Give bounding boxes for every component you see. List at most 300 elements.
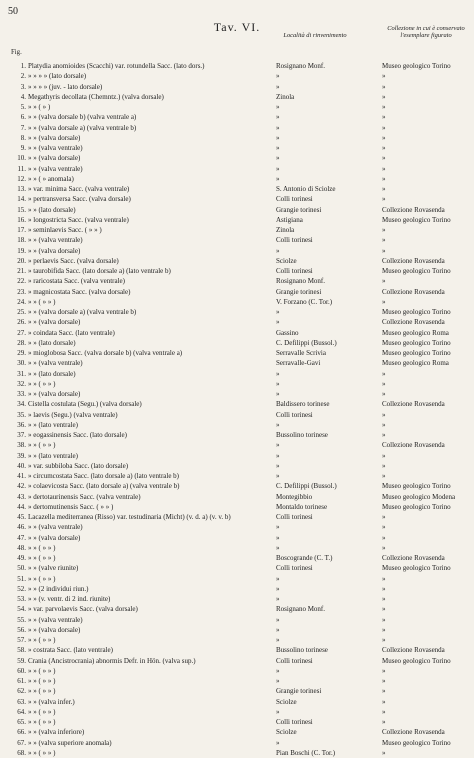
figure-number: 21. — [17, 267, 26, 275]
table-row — [0, 635, 474, 645]
locality-cell: » — [276, 369, 280, 378]
figure-number: 28. — [17, 338, 26, 347]
collection-cell: » — [382, 72, 386, 81]
figure-number: 55. — [17, 615, 26, 624]
locality-cell: » — [276, 533, 280, 542]
specimen-description: » » ( » » ) — [28, 554, 56, 562]
collection-cell: » — [382, 154, 386, 163]
specimen-description: » var. parvolaevis Sacc. (valva dorsale) — [28, 605, 138, 614]
locality-cell: » — [276, 441, 280, 450]
locality-cell: Colli torinesi — [276, 195, 313, 204]
table-row — [0, 225, 474, 235]
locality-cell: » — [276, 451, 280, 460]
specimen-description: » » (lato dorsale) — [28, 205, 76, 214]
specimen-description: » » (valva dorsale) — [28, 246, 81, 255]
table-row — [0, 522, 474, 532]
figure-number: 58. — [17, 646, 26, 655]
figure-number: 4. — [20, 92, 26, 101]
collection-cell: Museo geologico Torino — [382, 308, 451, 316]
figure-number: 67. — [17, 738, 26, 747]
collection-cell: » — [382, 697, 386, 706]
specimen-description: » circumcostata Sacc. (lato dorsale a) (lato ventrale b) — [28, 472, 180, 480]
specimen-description: » » ( » ) — [28, 103, 51, 111]
collection-cell: Collezione Rovasenda — [382, 554, 445, 562]
table-row — [0, 697, 474, 707]
specimen-description: » » ( » » ) — [28, 379, 56, 388]
locality-cell: S. Antonio di Sciolze — [276, 185, 336, 193]
collection-cell: Museo geologico Torino — [382, 502, 451, 511]
table-row — [0, 358, 474, 368]
specimen-description: » » ( » » ) — [28, 707, 56, 716]
table-row — [0, 174, 474, 184]
figure-number: 7. — [20, 123, 26, 132]
locality-cell: » — [276, 543, 280, 552]
specimen-description: » colaevicosta Sacc. (lato dorsale a) (valva ventrale b) — [28, 482, 180, 491]
specimen-description: » » (lato ventrale) — [28, 420, 78, 429]
figure-number: 20. — [17, 256, 26, 265]
collection-cell: Museo geologico Torino — [382, 338, 451, 347]
collection-cell: Collezione Rovasenda — [382, 646, 445, 655]
collection-cell: » — [382, 636, 386, 644]
collection-cell: Museo geologico Torino — [382, 215, 451, 224]
specimen-description: » eogassinensis Sacc. (lato dorsale) — [28, 431, 127, 439]
locality-cell: Colli torinesi — [276, 513, 313, 521]
table-row — [0, 307, 474, 317]
locality-cell: C. Defilippi (Bussol.) — [276, 482, 337, 491]
specimen-description: » » (lato dorsale) — [28, 338, 76, 347]
table-row — [0, 717, 474, 727]
table-row — [0, 481, 474, 491]
locality-cell: Baldissero torinese — [276, 400, 330, 409]
figure-number: 31. — [17, 369, 26, 378]
figure-number: 42. — [17, 482, 26, 491]
figure-number: 23. — [17, 287, 26, 296]
locality-cell: » — [276, 318, 280, 327]
figure-number: 62. — [17, 687, 26, 696]
locality-cell: » — [276, 523, 280, 532]
specimen-description: » coindata Sacc. (lato ventrale) — [28, 328, 115, 337]
figure-number: 47. — [17, 533, 26, 542]
collection-cell: » — [382, 533, 386, 542]
specimen-description: » » ( » » ) — [28, 297, 56, 306]
figure-number: 2. — [20, 72, 26, 81]
specimen-description: » » » » (juv. - lato dorsale) — [28, 82, 103, 91]
table-row — [0, 543, 474, 553]
specimen-description: » » (2 individui riun.) — [28, 584, 89, 593]
collection-cell: » — [382, 82, 386, 91]
figure-number: 49. — [17, 554, 26, 562]
figure-number: 63. — [17, 697, 26, 706]
figure-number: 32. — [17, 379, 26, 388]
specimen-description: » » (valva dorsale) — [28, 133, 81, 142]
table-row — [0, 707, 474, 717]
locality-cell: » — [276, 707, 280, 716]
figure-number: 29. — [17, 349, 26, 357]
locality-cell: Bussolino torinese — [276, 431, 328, 439]
specimen-description: » seminlaevis Sacc. ( » » ) — [28, 226, 102, 234]
collection-cell: » — [382, 144, 386, 152]
table-row — [0, 604, 474, 614]
specimen-description: » » (valva ventrale) — [28, 523, 83, 532]
figure-number: 22. — [17, 277, 26, 286]
figure-number: 15. — [17, 205, 26, 214]
specimen-description: » » ( » » ) — [28, 543, 56, 552]
table-row — [0, 410, 474, 420]
table-row — [0, 112, 474, 122]
specimen-description: » pertransversa Sacc. (valva dorsale) — [28, 195, 131, 204]
locality-column-heading: Località di rinvenimento — [283, 32, 347, 39]
locality-cell: » — [276, 584, 280, 593]
collection-cell: Museo geologico Roma — [382, 359, 449, 368]
table-row — [0, 297, 474, 307]
table-row — [0, 205, 474, 215]
figure-number: 16. — [17, 215, 26, 224]
specimen-description: » var. minima Sacc. (valva ventrale) — [28, 185, 130, 193]
collection-cell: » — [382, 369, 386, 378]
table-row — [0, 748, 474, 758]
collection-cell: Collezione Rovasenda — [382, 287, 445, 296]
collection-cell: » — [382, 379, 386, 388]
table-row — [0, 686, 474, 696]
table-row — [0, 164, 474, 174]
specimen-description: » perlaevis Sacc. (valva dorsale) — [28, 256, 119, 265]
locality-cell: Grangie torinesi — [276, 287, 322, 296]
collection-cell: Collezione Rovasenda — [382, 441, 445, 450]
specimen-description: » mioglobosa Sacc. (valva dorsale b) (valva ventrale a) — [28, 349, 183, 357]
locality-cell: Colli torinesi — [276, 718, 313, 726]
table-row — [0, 563, 474, 573]
specimen-description: » » ( » » ) — [28, 718, 56, 726]
figure-number: 10. — [17, 154, 26, 163]
collection-cell: » — [382, 461, 386, 470]
locality-cell: » — [276, 308, 280, 316]
locality-cell: » — [276, 420, 280, 429]
collection-cell: » — [382, 605, 386, 614]
table-row — [0, 471, 474, 481]
specimen-description: » » (valva dorsale a) (valva ventrale b) — [28, 123, 137, 132]
specimen-description: » » (valva dorsale) — [28, 390, 81, 398]
specimen-description: » » ( » » ) — [28, 636, 56, 644]
collection-cell: Museo geologico Torino — [382, 62, 451, 70]
collection-cell: » — [382, 92, 386, 101]
table-row — [0, 594, 474, 604]
collection-cell: » — [382, 246, 386, 255]
specimen-description: » laevis (Segu.) (valva ventrale) — [28, 410, 118, 419]
locality-cell: Grangie torinesi — [276, 687, 322, 696]
specimen-description: » » ( » » ) — [28, 748, 56, 757]
specimen-description: » » (valva superiore anomala) — [28, 738, 112, 747]
collection-cell: » — [382, 185, 386, 193]
specimen-description: » » (valva ventrale) — [28, 236, 83, 245]
specimen-description: » » (valva inferiore) — [28, 728, 85, 737]
specimen-description: » » ( » » ) — [28, 441, 56, 450]
figure-number: 37. — [17, 431, 26, 439]
figure-number: 48. — [17, 543, 26, 552]
plate-title: Tav. VI. — [213, 20, 261, 34]
figure-number: 61. — [17, 677, 26, 685]
collection-cell: » — [382, 113, 386, 122]
table-row — [0, 676, 474, 686]
specimen-description: Cistella costulata (Segu.) (valva dorsale) — [28, 400, 142, 409]
figure-number: 64. — [17, 707, 26, 716]
table-row — [0, 625, 474, 635]
collection-cell: » — [382, 431, 386, 439]
specimen-description: » » (valva ventrale) — [28, 164, 83, 173]
collection-cell: » — [382, 543, 386, 552]
locality-cell: Pian Boschi (C. Tor.) — [276, 748, 336, 757]
figure-number: 57. — [17, 636, 26, 644]
collection-cell: » — [382, 584, 386, 593]
figure-number: 50. — [17, 564, 26, 573]
specimen-description: » dertotaurinensis Sacc. (valva ventrale) — [28, 492, 141, 501]
figure-number: 3. — [20, 82, 26, 91]
figure-number: 36. — [17, 420, 26, 429]
collection-cell: » — [382, 574, 386, 583]
specimen-description: » var. subbiloba Sacc. (lato dorsale) — [28, 461, 129, 470]
figure-number: 1. — [20, 62, 26, 70]
table-row — [0, 287, 474, 297]
locality-cell: Grangie torinesi — [276, 205, 322, 214]
collection-cell: » — [382, 748, 386, 757]
specimen-description: » » ( » » ) — [28, 666, 56, 675]
table-row — [0, 656, 474, 666]
table-row — [0, 71, 474, 81]
collection-cell: » — [382, 226, 386, 234]
collection-cell: Museo geologico Roma — [382, 328, 449, 337]
fig-column-heading: Fig. — [11, 49, 22, 56]
locality-cell: Rosignano Monf. — [276, 62, 325, 70]
specimen-description: » » ( » » ) — [28, 687, 56, 696]
specimen-description: Lacazella mediterranea (Risso) var. testudinaria (Micht) (v. d. a) (v. v. b) — [28, 513, 231, 521]
locality-cell: » — [276, 164, 280, 173]
locality-cell: » — [276, 72, 280, 81]
table-row — [0, 256, 474, 266]
figure-number: 52. — [17, 584, 26, 593]
figure-number: 11. — [17, 164, 26, 173]
specimen-description: » » (valva ventrale) — [28, 615, 83, 624]
figure-number: 8. — [20, 133, 26, 142]
table-row — [0, 461, 474, 471]
figure-number: 54. — [17, 605, 26, 614]
table-row — [0, 738, 474, 748]
locality-cell: Colli torinesi — [276, 410, 313, 419]
collection-column-heading: Collezione in cui è conservato l'esemplare figurato — [387, 25, 465, 39]
table-row — [0, 553, 474, 563]
table-row — [0, 348, 474, 358]
collection-cell: Collezione Rovasenda — [382, 205, 445, 214]
locality-cell: Sciolze — [276, 256, 297, 265]
specimen-description: » » ( » anomala) — [28, 174, 74, 183]
table-row — [0, 420, 474, 430]
figure-number: 12. — [17, 174, 26, 183]
table-row — [0, 430, 474, 440]
table-row — [0, 317, 474, 327]
figure-number: 34. — [17, 400, 26, 409]
table-row — [0, 61, 474, 71]
table-row — [0, 102, 474, 112]
locality-cell: » — [276, 174, 280, 183]
specimen-description: » » ( » » ) — [28, 574, 56, 583]
collection-cell: » — [382, 195, 386, 204]
figure-number: 33. — [17, 390, 26, 398]
figure-number: 26. — [17, 318, 26, 327]
specimen-description: » » (lato dorsale) — [28, 369, 76, 378]
specimen-description: » » (lato ventrale) — [28, 451, 78, 460]
table-row — [0, 92, 474, 102]
collection-cell: Collezione Rovasenda — [382, 256, 445, 265]
locality-cell: Rosignano Monf. — [276, 277, 325, 286]
figure-number: 39. — [17, 451, 26, 460]
locality-cell: » — [276, 461, 280, 470]
locality-cell: C. Defilippi (Bussol.) — [276, 338, 337, 347]
figure-number: 24. — [17, 297, 26, 306]
specimen-description: » » (valva dorsale) — [28, 318, 81, 327]
specimen-description: » » (valve riunite) — [28, 564, 79, 573]
collection-cell: » — [382, 472, 386, 480]
locality-cell: Zinola — [276, 226, 295, 234]
specimen-description: » » (valva dorsale b) (valva ventrale a) — [28, 113, 137, 122]
specimen-description: » » (valva dorsale a) (valva ventrale b) — [28, 308, 137, 316]
table-row — [0, 399, 474, 409]
figure-number: 9. — [20, 144, 26, 152]
locality-cell: Serravalle-Gavi — [276, 359, 321, 368]
table-row — [0, 246, 474, 256]
specimen-description: » » (v. ventr. di 2 ind. riunite) — [28, 595, 111, 603]
figure-number: 65. — [17, 718, 26, 726]
locality-cell: » — [276, 133, 280, 142]
figure-number: 30. — [17, 359, 26, 368]
figure-number: 51. — [17, 574, 26, 583]
figure-number: 45. — [17, 513, 26, 521]
collection-cell: » — [382, 595, 386, 603]
locality-cell: Sciolze — [276, 697, 297, 706]
locality-cell: » — [276, 666, 280, 675]
table-row — [0, 379, 474, 389]
table-row — [0, 645, 474, 655]
table-row — [0, 235, 474, 245]
specimen-description: Platydia anomioides (Scacchi) var. rotundella Sacc. (lato dors.) — [28, 62, 205, 70]
collection-cell: » — [382, 420, 386, 429]
locality-cell: Boscogrande (C. T.) — [276, 554, 333, 562]
locality-cell: » — [276, 390, 280, 398]
figure-number: 35. — [17, 410, 26, 419]
figure-list — [0, 61, 474, 758]
table-row — [0, 492, 474, 502]
figure-number: 25. — [17, 308, 26, 316]
table-row — [0, 82, 474, 92]
figure-number: 5. — [20, 103, 26, 111]
locality-cell: » — [276, 123, 280, 132]
figure-number: 17. — [17, 226, 26, 234]
specimen-description: » » (valva infer.) — [28, 697, 75, 706]
locality-cell: V. Forzano (C. Tor.) — [276, 297, 333, 306]
collection-cell: Museo geologico Torino — [382, 482, 451, 491]
table-row — [0, 266, 474, 276]
figure-number: 13. — [17, 185, 26, 193]
locality-cell: » — [276, 625, 280, 634]
table-row — [0, 194, 474, 204]
locality-cell: Sciolze — [276, 728, 297, 737]
collection-cell: » — [382, 718, 386, 726]
locality-cell: Colli torinesi — [276, 656, 313, 665]
figure-number: 43. — [17, 492, 26, 501]
collection-cell: Collezione Rovasenda — [382, 400, 445, 409]
collection-cell: Collezione Rovasenda — [382, 728, 445, 737]
figure-number: 6. — [20, 113, 26, 122]
collection-cell: Collezione Rovasenda — [382, 318, 445, 327]
locality-cell: Colli torinesi — [276, 236, 313, 245]
table-row — [0, 184, 474, 194]
specimen-description: » costrata Sacc. (lato ventrale) — [28, 646, 113, 655]
collection-cell: Museo geologico Torino — [382, 349, 451, 357]
collection-cell: » — [382, 707, 386, 716]
specimen-description: » taurobifida Sacc. (lato dorsale a) (lato ventrale b) — [28, 267, 171, 275]
figure-number: 18. — [17, 236, 26, 245]
table-row — [0, 133, 474, 143]
locality-cell: » — [276, 472, 280, 480]
collection-cell: » — [382, 236, 386, 245]
figure-number: 56. — [17, 625, 26, 634]
collection-cell: » — [382, 666, 386, 675]
collection-cell: » — [382, 410, 386, 419]
table-row — [0, 338, 474, 348]
locality-cell: » — [276, 379, 280, 388]
locality-cell: Colli torinesi — [276, 267, 313, 275]
collection-cell: » — [382, 297, 386, 306]
specimen-description: » » (valva ventrale) — [28, 144, 83, 152]
collection-cell: » — [382, 174, 386, 183]
collection-cell: Museo geologico Torino — [382, 267, 451, 275]
table-row — [0, 584, 474, 594]
specimen-description: » » (valva dorsale) — [28, 154, 81, 163]
locality-cell: » — [276, 113, 280, 122]
locality-cell: Colli torinesi — [276, 564, 313, 573]
collection-cell: » — [382, 677, 386, 685]
locality-cell: » — [276, 615, 280, 624]
locality-cell: Montaldo torinese — [276, 502, 328, 511]
figure-number: 14. — [17, 195, 26, 204]
collection-cell: » — [382, 103, 386, 111]
table-row — [0, 123, 474, 133]
table-row — [0, 727, 474, 737]
locality-cell: Montegibbio — [276, 492, 313, 501]
table-row — [0, 328, 474, 338]
locality-cell: Gassino — [276, 328, 299, 337]
specimen-description: » raricostata Sacc. (valva ventrale) — [28, 277, 125, 286]
table-row — [0, 615, 474, 625]
locality-cell: Zinola — [276, 92, 295, 101]
collection-cell: » — [382, 164, 386, 173]
specimen-description: » » (valva ventrale) — [28, 359, 83, 368]
specimen-description: » » » » (lato dorsale) — [28, 72, 87, 81]
locality-cell: Astigiana — [276, 215, 303, 224]
specimen-description: Megathyris decollata (Chemntz.) (valva dorsale) — [28, 92, 164, 101]
figure-number: 27. — [17, 328, 26, 337]
collection-cell: Museo geologico Torino — [382, 738, 451, 747]
collection-cell: » — [382, 123, 386, 132]
locality-cell: » — [276, 82, 280, 91]
collection-cell: » — [382, 687, 386, 696]
figure-number: 68. — [17, 748, 26, 757]
specimen-description: Crania (Ancistrocrania) abnormis Defr. in Hön. (valva sup.) — [28, 656, 196, 665]
locality-cell: » — [276, 154, 280, 163]
figure-number: 46. — [17, 523, 26, 532]
specimen-description: » » (valva dorsale) — [28, 533, 81, 542]
collection-cell: » — [382, 523, 386, 532]
specimen-description: » dertomutinensis Sacc. ( » » ) — [28, 502, 114, 511]
table-row — [0, 389, 474, 399]
collection-cell: » — [382, 133, 386, 142]
